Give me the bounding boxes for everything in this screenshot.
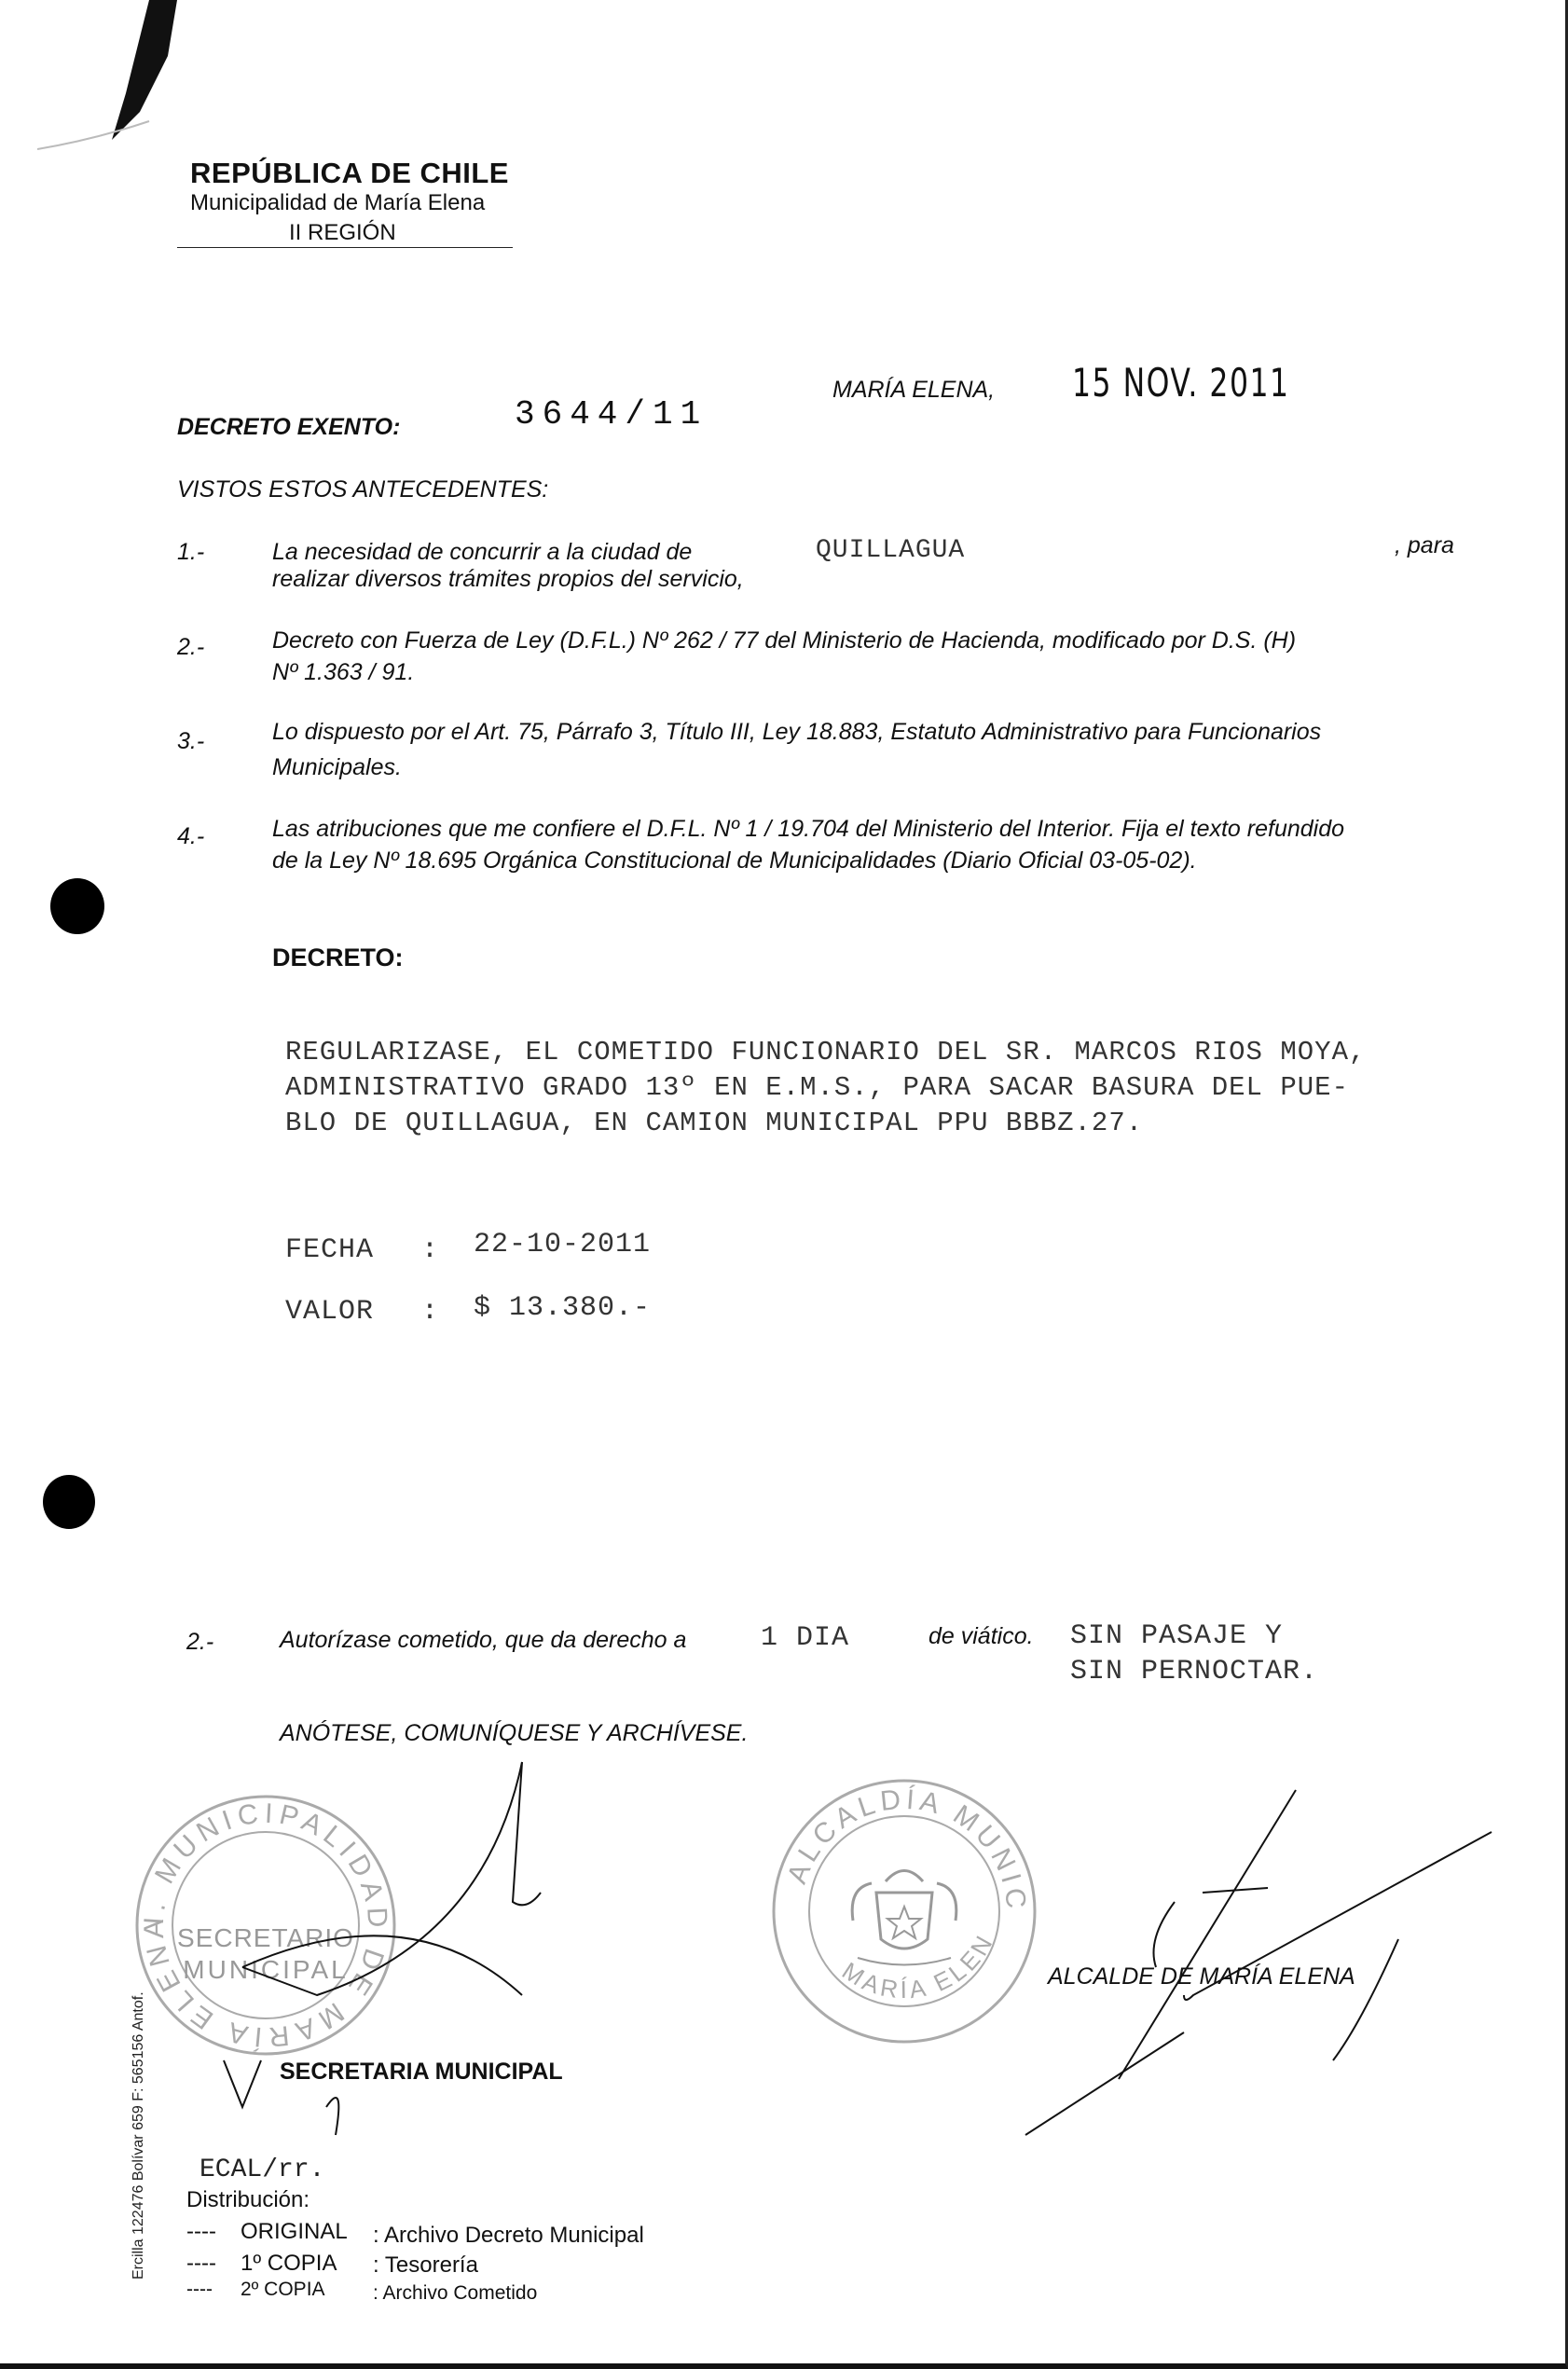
distribution-dash-1: ---- [186, 2219, 216, 2244]
item2-note-1: SIN PASAJE Y [1070, 1620, 1284, 1652]
vistos-1-tail: , para [1395, 532, 1454, 558]
vistos-2-line1: Decreto con Fuerza de Ley (D.F.L.) Nº 262 / 77 del Ministerio de Hacienda, modificado por D.S. (H) [272, 627, 1297, 654]
decreto-typed-line-3: BLO DE QUILLAGUA, EN CAMION MUNICIPAL PPU BBBZ.27. [285, 1108, 1144, 1138]
vistos-1-city: QUILLAGUA [816, 536, 966, 565]
decree-label: DECRETO EXENTO: [177, 414, 401, 440]
vistos-1-line1: La necesidad de concurrir a la ciudad de [272, 539, 693, 565]
distribution-copy-3: 2º COPIA [241, 2279, 325, 2300]
valor-value: $ 13.380.- [474, 1292, 652, 1324]
item2-num: 2.- [186, 1629, 214, 1655]
vistos-num-2: 2.- [177, 634, 205, 660]
alcaldia-stamp-ring-text: ALCALDÍA MUNIC [781, 1784, 1032, 1915]
item2-viatico: de viático. [928, 1623, 1034, 1649]
closing-formula: ANÓTESE, COMUNÍQUESE Y ARCHÍVESE. [280, 1720, 749, 1746]
valor-colon: : [421, 1296, 440, 1328]
distribution-copy-2: 1º COPIA [241, 2251, 337, 2276]
vistos-4-line2: de la Ley Nº 18.695 Orgánica Constitucional de Municipalidades (Diario Oficial 03-05-02). [272, 847, 1197, 874]
distribution-copy-1: ORIGINAL [241, 2219, 348, 2244]
fecha-colon: : [421, 1234, 440, 1266]
header-rule [177, 247, 513, 248]
alcaldia-stamp-bottom-text: MARÍA ELEN [837, 1927, 1000, 2004]
secretaria-title: SECRETARIA MUNICIPAL [280, 2059, 563, 2085]
city-label: MARÍA ELENA, [832, 377, 996, 403]
vistos-4-line1: Las atribuciones que me confiere el D.F.L. Nº 1 / 19.704 del Ministerio del Interior. Fija el texto refundido [272, 816, 1345, 842]
vistos-1-line2: realizar diversos trámites propios del servicio, [272, 566, 744, 592]
vistos-2-line2: Nº 1.363 / 91. [272, 659, 415, 685]
municipality-name: Municipalidad de María Elena [190, 190, 486, 215]
vistos-num-1: 1.- [177, 539, 205, 565]
region-label: II REGIÓN [289, 220, 396, 245]
item2-text: Autorízase cometido, que da derecho a [280, 1627, 687, 1653]
punch-hole-lower [43, 1475, 95, 1529]
initials: ECAL/rr. [199, 2156, 325, 2184]
fecha-label: FECHA [285, 1234, 375, 1266]
alcalde-title: ALCALDE DE MARÍA ELENA [1048, 1963, 1355, 1990]
decree-number: 3644/11 [515, 395, 708, 434]
distribution-dest-2: : Tesorería [373, 2252, 478, 2278]
printer-note: Ercilla 122476 Bolívar 659 F: 565156 Antof. [131, 1991, 146, 2279]
valor-label: VALOR [285, 1296, 375, 1328]
date-stamp: 15 NOV. 2011 [1072, 360, 1290, 406]
vistos-3-line1: Lo dispuesto por el Art. 75, Párrafo 3, Título III, Ley 18.883, Estatuto Administrativo para Funcionarios [272, 719, 1322, 745]
punch-hole-upper [50, 878, 104, 934]
decreto-typed-line-1: REGULARIZASE, EL COMETIDO FUNCIONARIO DEL SR. MARCOS RIOS MOYA, [285, 1037, 1367, 1067]
vistos-heading: VISTOS ESTOS ANTECEDENTES: [177, 476, 549, 503]
vistos-num-4: 4.- [177, 823, 205, 849]
country-title: REPÚBLICA DE CHILE [190, 157, 509, 189]
secretario-stamp-center-2: MUNICIPAL [183, 1955, 349, 1984]
distribution-dash-3: ---- [186, 2279, 213, 2300]
secretario-stamp-center-1: SECRETARIO [177, 1923, 354, 1952]
item2-note-2: SIN PERNOCTAR. [1070, 1656, 1319, 1687]
distribution-dest-1: : Archivo Decreto Municipal [373, 2223, 644, 2248]
vistos-3-line2: Municipales. [272, 754, 402, 780]
distribution-dash-2: ---- [186, 2251, 216, 2276]
fecha-value: 22-10-2011 [474, 1229, 652, 1260]
distribution-heading: Distribución: [186, 2187, 310, 2212]
vistos-num-3: 3.- [177, 728, 205, 754]
distribution-dest-3: : Archivo Cometido [373, 2282, 538, 2304]
secretario-stamp-ring-text: I. MUNICIPALIDAD DE MARÍA ELENA [138, 1797, 393, 2053]
secretaria-signature-graphic [205, 1753, 634, 2144]
decreto-typed-line-2: ADMINISTRATIVO GRADO 13º EN E.M.S., PARA SACAR BASURA DEL PUE- [285, 1072, 1349, 1103]
decreto-heading: DECRETO: [272, 943, 404, 971]
item2-days: 1 DIA [761, 1622, 850, 1654]
scan-mark-graphic [37, 0, 186, 168]
